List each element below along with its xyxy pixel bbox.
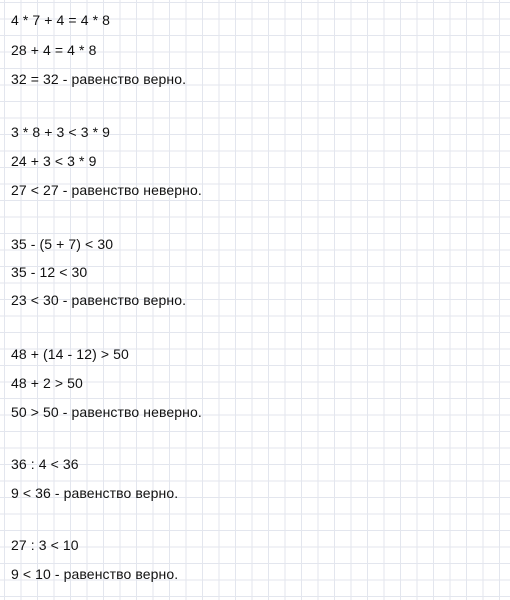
result-line: 23 < 30 - равенство верно. [11, 292, 187, 308]
equation-line: 27 : 3 < 10 [11, 537, 79, 553]
result-line: 32 = 32 - равенство верно. [11, 71, 187, 87]
equation-line: 48 + (14 - 12) > 50 [11, 346, 129, 362]
result-line: 27 < 27 - равенство неверно. [11, 182, 202, 198]
result-line: 9 < 10 - равенство верно. [11, 566, 179, 582]
equation-line: 48 + 2 > 50 [11, 375, 83, 391]
result-line: 50 > 50 - равенство неверно. [11, 404, 202, 420]
equation-line: 24 + 3 < 3 * 9 [11, 153, 97, 169]
equation-line: 28 + 4 = 4 * 8 [11, 42, 97, 58]
equation-line: 36 : 4 < 36 [11, 456, 79, 472]
equation-line: 4 * 7 + 4 = 4 * 8 [11, 12, 110, 28]
result-line: 9 < 36 - равенство верно. [11, 485, 179, 501]
equation-line: 35 - 12 < 30 [11, 264, 88, 280]
equation-line: 35 - (5 + 7) < 30 [11, 236, 114, 252]
equation-line: 3 * 8 + 3 < 3 * 9 [11, 124, 110, 140]
